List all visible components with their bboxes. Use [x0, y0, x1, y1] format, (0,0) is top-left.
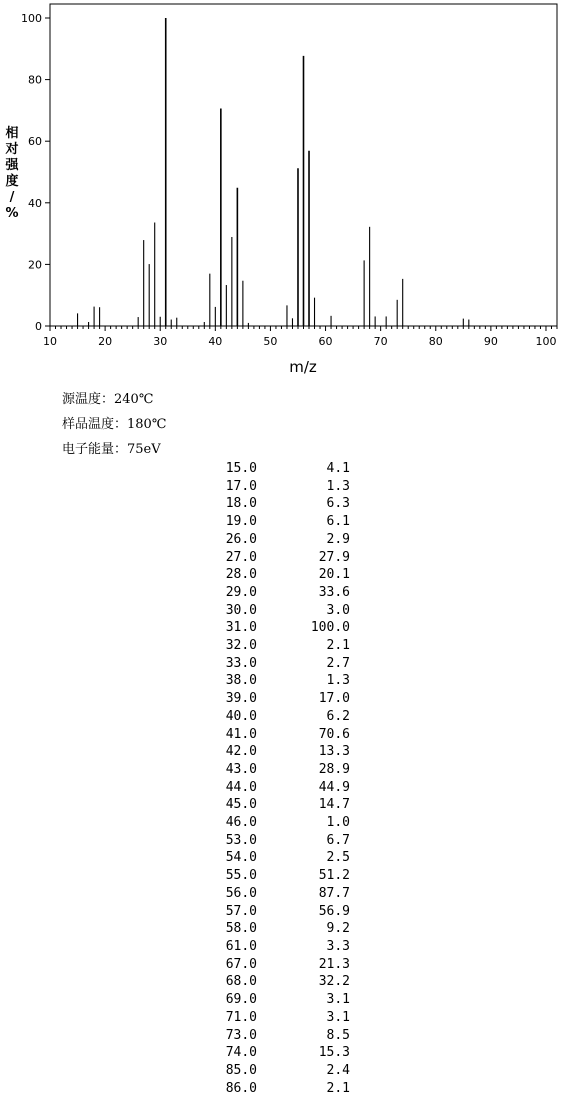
peak-abundance: 3.0: [326, 602, 350, 618]
peak-mz: 39.0: [225, 691, 257, 707]
peak-row: [200, 832, 350, 850]
x-tick-label: 90: [483, 335, 498, 348]
peak-abundance: 2.1: [326, 1080, 350, 1096]
y-tick-label: 60: [28, 135, 42, 149]
peak-abundance: 2.4: [326, 1062, 350, 1078]
peak-row: [200, 779, 350, 797]
peak-row: [200, 1009, 350, 1027]
peak-mz: 18.0: [225, 496, 257, 512]
x-tick-label: 100: [535, 335, 557, 348]
peak-row: [200, 478, 350, 496]
peak-mz: 53.0: [225, 832, 257, 848]
peak-mz: 31.0: [225, 620, 257, 636]
peak-mz: 30.0: [225, 602, 257, 618]
y-tick-label: 100: [21, 12, 42, 25]
y-tick-label: 20: [28, 258, 42, 272]
peak-abundance: 70.6: [318, 726, 350, 742]
x-tick-label: 40: [208, 335, 223, 348]
peak-row: [200, 796, 350, 814]
x-tick-label: 60: [318, 335, 333, 348]
peak-abundance: 33.6: [318, 584, 350, 600]
peak-mz: 28.0: [225, 567, 257, 583]
peak-abundance: 1.3: [326, 673, 350, 689]
peak-mz: 69.0: [225, 992, 257, 1008]
peak-abundance: 2.9: [326, 531, 350, 547]
peak-row: [200, 690, 350, 708]
y-tick-label: 80: [28, 73, 42, 87]
peak-abundance: 2.5: [326, 850, 350, 866]
peak-mz: 54.0: [225, 850, 257, 866]
peak-mz: 55.0: [225, 868, 257, 884]
x-tick-label: 20: [98, 335, 113, 348]
peak-row: [200, 726, 350, 744]
peak-row: [200, 885, 350, 903]
peak-row: [200, 460, 350, 478]
y-axis-label: [4, 126, 20, 222]
peak-abundance: 100.0: [310, 620, 350, 636]
peak-abundance: 6.3: [326, 496, 350, 512]
peak-abundance: 44.9: [318, 779, 350, 795]
peak-mz: 19.0: [225, 514, 257, 530]
peak-abundance: 28.9: [318, 761, 350, 777]
peak-row: [200, 619, 350, 637]
electron-energy: 电子能量：75eV: [62, 442, 161, 457]
peak-abundance: 6.2: [326, 708, 350, 724]
peak-mz: 42.0: [225, 744, 257, 760]
x-axis-label: m/z: [289, 358, 317, 376]
peak-row: [200, 956, 350, 974]
peak-row: [200, 549, 350, 567]
y-axis-label-char: 强: [5, 158, 19, 173]
peak-abundance: 1.3: [326, 478, 350, 494]
peak-abundance: 4.1: [326, 461, 350, 476]
peak-abundance: 3.1: [326, 992, 350, 1008]
peak-mz: 45.0: [225, 797, 257, 813]
peak-mz: 27.0: [225, 549, 257, 565]
peak-abundance: 51.2: [318, 868, 350, 884]
peak-mz: 29.0: [225, 584, 257, 600]
peak-mz: 71.0: [225, 1009, 257, 1025]
y-tick-label: 0: [35, 320, 42, 333]
peak-abundance: 2.7: [326, 655, 350, 671]
peak-abundance: 14.7: [318, 797, 350, 813]
peak-mz: 85.0: [225, 1062, 257, 1078]
peak-mz: 58.0: [225, 921, 257, 937]
peak-abundance: 3.3: [326, 938, 350, 954]
peak-mz: 46.0: [225, 815, 257, 831]
peak-mz: 44.0: [225, 779, 257, 795]
peak-table: [200, 460, 350, 1097]
peak-row: [200, 637, 350, 655]
peak-row: [200, 814, 350, 832]
peak-abundance: 1.0: [326, 815, 350, 831]
peak-mz: 56.0: [225, 885, 257, 901]
peak-abundance: 21.3: [318, 956, 350, 972]
peak-abundance: 17.0: [318, 691, 350, 707]
bars-group: [78, 18, 469, 326]
peak-abundance: 9.2: [326, 921, 350, 937]
peak-row: [200, 920, 350, 938]
peak-row: [200, 708, 350, 726]
peak-row: [200, 743, 350, 761]
x-tick-label: 30: [153, 335, 168, 348]
peak-row: [200, 991, 350, 1009]
peak-row: [200, 903, 350, 921]
peak-row: [200, 761, 350, 779]
peak-mz: 41.0: [225, 726, 257, 742]
peak-row: [200, 584, 350, 602]
peak-row: [200, 566, 350, 584]
peak-mz: 17.0: [225, 478, 257, 494]
peak-mz: 74.0: [225, 1045, 257, 1061]
peak-abundance: 56.9: [318, 903, 350, 919]
peak-row: [200, 531, 350, 549]
peak-abundance: 87.7: [318, 885, 350, 901]
peak-abundance: 2.1: [326, 638, 350, 654]
y-axis-label-char: %: [5, 206, 19, 221]
peak-mz: 67.0: [225, 956, 257, 972]
peak-mz: 32.0: [225, 638, 257, 654]
peak-row: [200, 1027, 350, 1045]
y-axis: [21, 12, 50, 333]
peak-row: [200, 672, 350, 690]
peak-mz: 38.0: [225, 673, 257, 689]
x-tick-label: 50: [263, 335, 278, 348]
sample-temperature: 样品温度：180℃: [62, 417, 167, 432]
x-tick-label: 80: [428, 335, 443, 348]
peak-row: [200, 849, 350, 867]
x-axis: [43, 326, 557, 348]
peak-row: [200, 602, 350, 620]
peak-row: [200, 973, 350, 991]
x-tick-label: 70: [373, 335, 388, 348]
y-axis-label-char: 相: [5, 126, 19, 141]
peak-row: [200, 495, 350, 513]
peak-row: [200, 1044, 350, 1062]
peak-mz: 73.0: [225, 1027, 257, 1043]
peak-row: [200, 655, 350, 673]
source-temperature: 源温度：240℃: [62, 392, 154, 407]
peak-abundance: 15.3: [318, 1045, 350, 1061]
peak-abundance: 20.1: [318, 567, 350, 583]
peak-row: [200, 867, 350, 885]
peak-row: [200, 513, 350, 531]
y-axis-label-char: 度: [5, 174, 19, 189]
peak-abundance: 8.5: [326, 1027, 350, 1043]
mass-spectrum-chart: [0, 0, 570, 380]
peak-mz: 26.0: [225, 531, 257, 547]
y-tick-label: 40: [28, 196, 42, 210]
peak-abundance: 32.2: [318, 974, 350, 990]
x-tick-label: 10: [43, 335, 57, 348]
peak-mz: 57.0: [225, 903, 257, 919]
y-axis-label-char: 对: [5, 142, 19, 157]
peak-row: [200, 1080, 350, 1097]
peak-row: [200, 1062, 350, 1080]
peak-mz: 15.0: [225, 461, 257, 476]
peak-mz: 43.0: [225, 761, 257, 777]
peak-mz: 61.0: [225, 938, 257, 954]
peak-abundance: 3.1: [326, 1009, 350, 1025]
y-axis-label-char: /: [9, 190, 15, 205]
peak-mz: 40.0: [225, 708, 257, 724]
peak-mz: 33.0: [225, 655, 257, 671]
peak-abundance: 27.9: [318, 549, 350, 565]
peak-mz: 86.0: [225, 1080, 257, 1096]
peak-abundance: 13.3: [318, 744, 350, 760]
peak-mz: 68.0: [225, 974, 257, 990]
peak-abundance: 6.7: [326, 832, 350, 848]
peak-row: [200, 938, 350, 956]
peak-abundance: 6.1: [326, 514, 350, 530]
